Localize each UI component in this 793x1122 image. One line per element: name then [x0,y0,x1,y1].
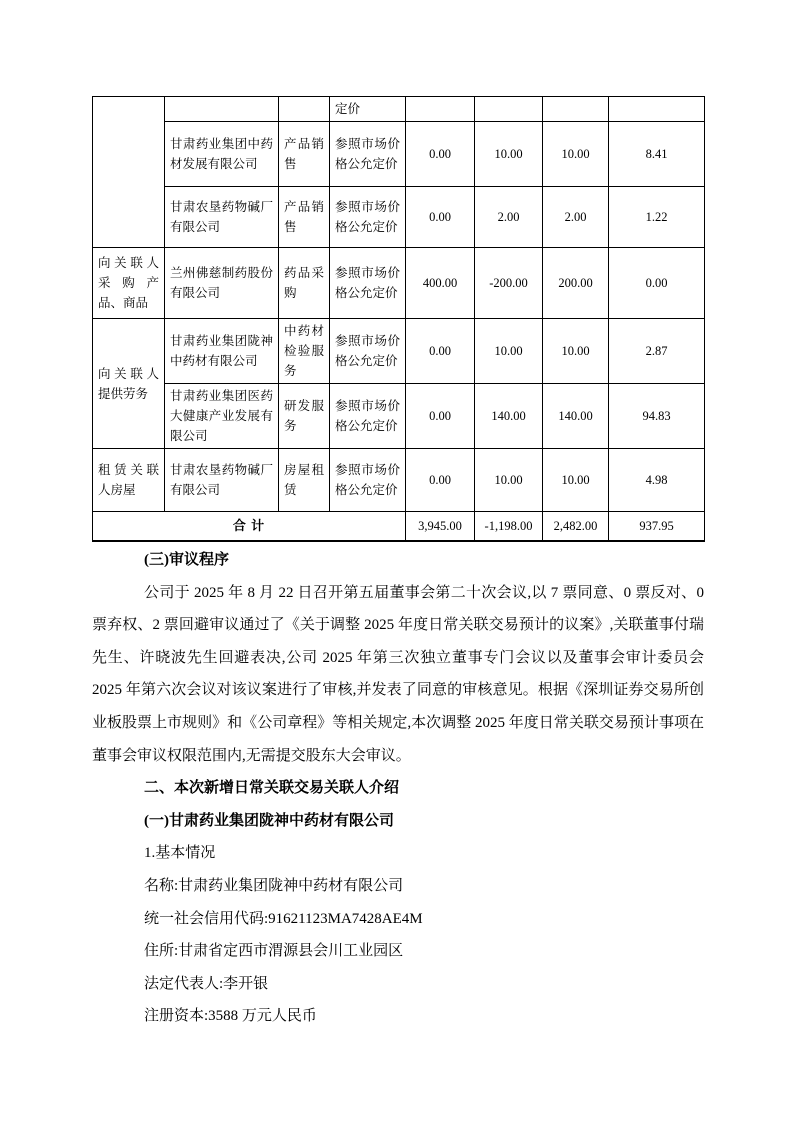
cell-value: 8.41 [609,122,705,187]
table-row [93,97,705,122]
total-value: -1,198.00 [475,512,543,542]
cell-company [165,97,279,122]
cell-value [475,97,543,122]
section-heading-new-related-parties: 二、本次新增日常关联交易关联人介绍 [144,780,400,797]
info-address: 住所:甘肃省定西市渭源县会川工业园区 [144,943,404,960]
cell-category: 向关联人采购产品、商品 [93,248,165,319]
table-row [93,122,705,187]
cell-value: 1.22 [609,187,705,248]
table-total-row [93,512,705,542]
cell-type: 产品销售 [279,187,330,248]
table-row [93,319,705,384]
cell-category: 租赁关联人房屋 [93,449,165,512]
table-row [93,248,705,319]
cell-value: 0.00 [406,384,475,449]
cell-value: 10.00 [543,449,609,512]
cell-type: 房屋租赁 [279,449,330,512]
cell-value: 0.00 [406,187,475,248]
cell-pricing: 参照市场价格公允定价 [330,319,406,384]
total-value: 937.95 [609,512,705,542]
cell-company: 甘肃农垦药物碱厂有限公司 [165,449,279,512]
total-label: 合 计 [93,512,406,542]
cell-type: 中药材检验服务 [279,319,330,384]
cell-value: 10.00 [543,319,609,384]
cell-value: 140.00 [475,384,543,449]
cell-value: 0.00 [609,248,705,319]
related-transactions-table [92,96,705,542]
cell-category-continued [93,97,165,248]
table-row [93,384,705,449]
cell-value: 10.00 [475,449,543,512]
total-value: 3,945.00 [406,512,475,542]
cell-value: 94.83 [609,384,705,449]
cell-value: -200.00 [475,248,543,319]
table-row [93,187,705,248]
total-value: 2,482.00 [543,512,609,542]
cell-value: 0.00 [406,319,475,384]
cell-value: 140.00 [543,384,609,449]
cell-value: 10.00 [543,122,609,187]
cell-type: 研发服务 [279,384,330,449]
cell-company: 兰州佛慈制药股份有限公司 [165,248,279,319]
cell-value: 2.87 [609,319,705,384]
info-credit-code: 统一社会信用代码:91621123MA7428AE4M [144,910,423,927]
cell-value: 400.00 [406,248,475,319]
item-basic-info: 1.基本情况 [144,845,216,862]
cell-value: 2.00 [543,187,609,248]
cell-company: 甘肃药业集团陇神中药材有限公司 [165,319,279,384]
cell-pricing: 参照市场价格公允定价 [330,384,406,449]
document-text [92,544,704,1033]
cell-type: 产品销售 [279,122,330,187]
cell-company: 甘肃农垦药物碱厂有限公司 [165,187,279,248]
section-heading-review-procedure: (三)审议程序 [144,552,229,568]
cell-value: 2.00 [475,187,543,248]
cell-value [543,97,609,122]
cell-company: 甘肃药业集团医药大健康产业发展有限公司 [165,384,279,449]
cell-type [279,97,330,122]
cell-value: 200.00 [543,248,609,319]
page-content [92,96,704,1033]
paragraph-review-procedure: 公司于 2025 年 8 月 22 日召开第五届董事会第二十次会议,以 7 票同意、0 票反对、0 票弃权、2 票回避审议通过了《关于调整 2025 年度日常关联交易预计的议案》,关联董事付瑞先生、许晓波先生回避表决,公司 2025 年第三次独立董事专门会议以及董事会审计委员会 2025 年第六次会议对该议案进行了审核,并发表了同意的审核意见。根据《深圳证券交易所创业板股票上市规则》和《公司章程》等相关规定,本次调整 2025 年度日常关联交易预计事项在董事会审议权限范围内,无需提交股东大会审议。 [92,584,704,764]
cell-type: 药品采购 [279,248,330,319]
cell-company: 甘肃药业集团中药材发展有限公司 [165,122,279,187]
info-name: 名称:甘肃药业集团陇神中药材有限公司 [144,877,404,894]
info-legal-representative: 法定代表人:李开银 [144,975,269,992]
table-row [93,449,705,512]
info-registered-capital: 注册资本:3588 万元人民币 [144,1008,317,1025]
cell-value [406,97,475,122]
cell-pricing: 参照市场价格公允定价 [330,122,406,187]
cell-value: 10.00 [475,122,543,187]
cell-value: 0.00 [406,449,475,512]
cell-value: 10.00 [475,319,543,384]
cell-value: 0.00 [406,122,475,187]
cell-value: 4.98 [609,449,705,512]
cell-pricing: 定价 [330,97,406,122]
cell-value [609,97,705,122]
cell-pricing: 参照市场价格公允定价 [330,449,406,512]
cell-category: 向关联人提供劳务 [93,319,165,449]
cell-pricing: 参照市场价格公允定价 [330,248,406,319]
subsection-heading-company: (一)甘肃药业集团陇神中药材有限公司 [144,812,394,829]
cell-pricing: 参照市场价格公允定价 [330,187,406,248]
